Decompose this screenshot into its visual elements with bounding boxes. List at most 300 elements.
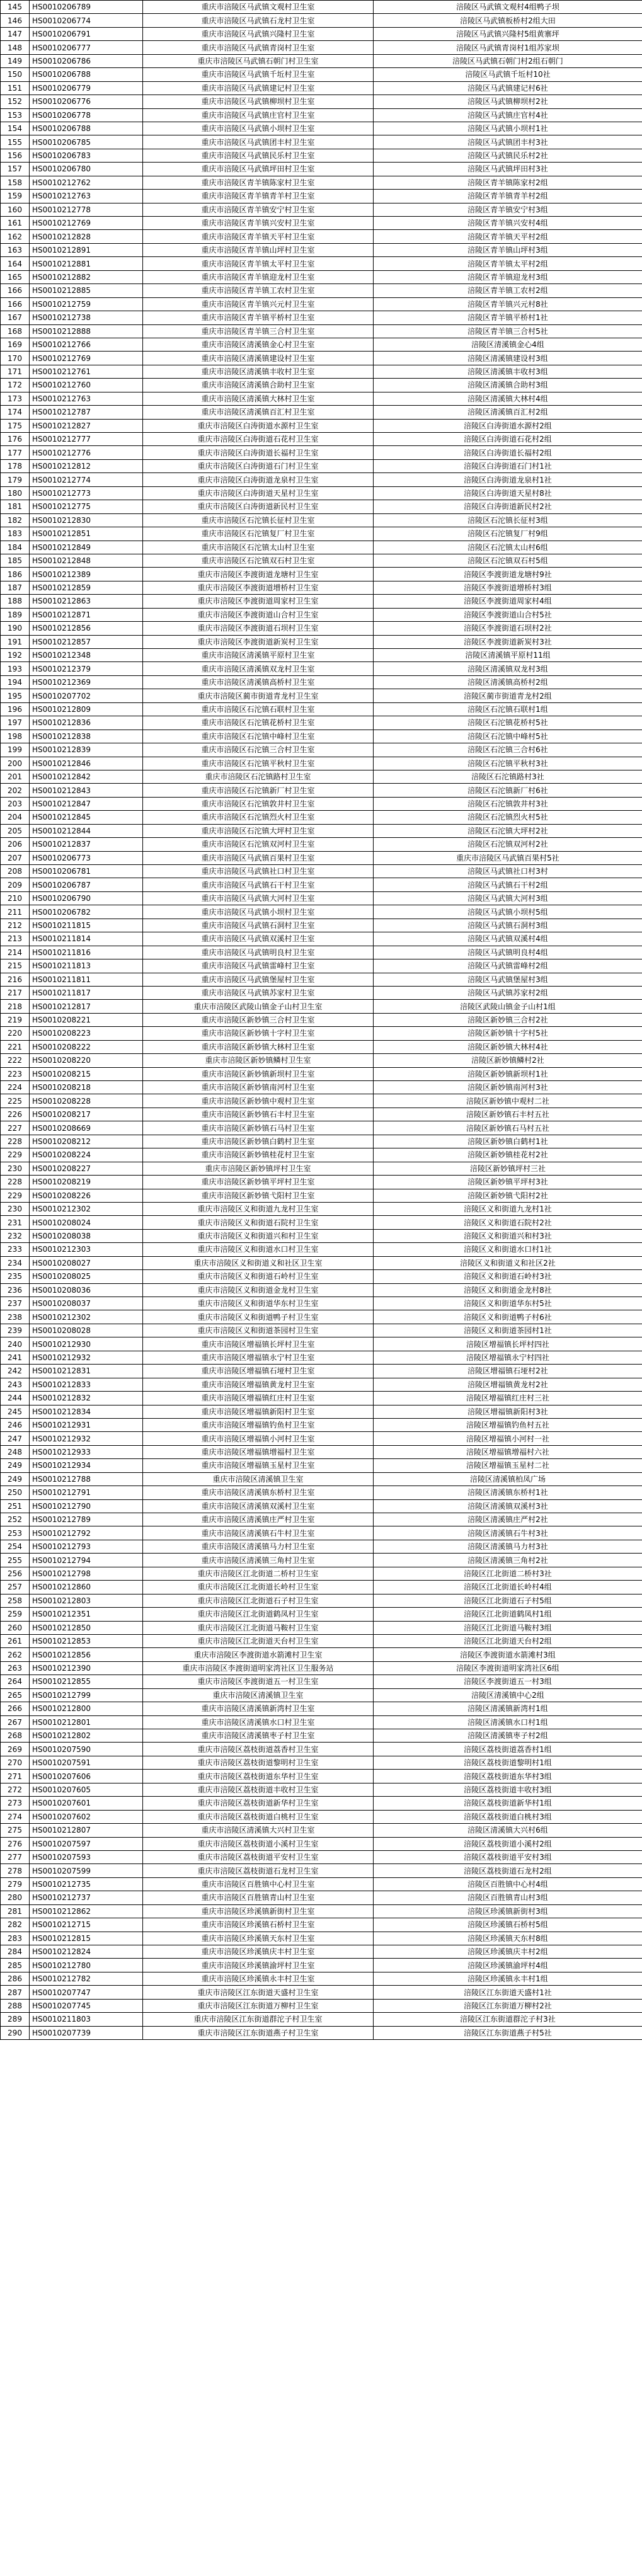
table-row [1,716,642,730]
facility-code: HS0010208226 [30,1189,143,1202]
table-row [1,919,642,932]
facility-address: 涪陵区清溪镇合助村3组 [374,379,642,392]
facility-name: 重庆市涪陵区荔枝街道小溪村卫生室 [143,1837,374,1850]
facility-code: HS0010211817 [30,986,143,999]
facility-code: HS0010212302 [30,1310,143,1324]
facility-name: 重庆市涪陵区清溪镇双龙村卫生室 [143,662,374,675]
facility-code: HS0010212777 [30,433,143,446]
table-row [1,1797,642,1810]
row-number: 153 [1,108,30,122]
facility-address: 涪陵区马武镇社口村3村 [374,865,642,878]
facility-address: 涪陵区清溪镇东桥村1社 [374,1486,642,1499]
facility-address: 涪陵区荔枝街道石龙村2组 [374,1864,642,1877]
facility-name: 重庆市涪陵区清溪镇东桥村卫生室 [143,1486,374,1499]
facility-address: 涪陵区清溪镇马力村3社 [374,1540,642,1553]
table-row [1,365,642,378]
facility-address: 涪陵区马武镇小坝村1社 [374,122,642,135]
facility-address: 涪陵区江北街道长岭村4组 [374,1581,642,1594]
facility-name: 重庆市涪陵区增福镇永宁村卫生室 [143,1351,374,1364]
facility-name: 重庆市涪陵区白涛街道水源村卫生室 [143,419,374,432]
facility-code: HS0010212847 [30,797,143,810]
table-row [1,1581,642,1594]
facility-name: 重庆市涪陵区江北街道天台村卫生室 [143,1634,374,1647]
facility-address: 涪陵区新妙镇鳞村2社 [374,1054,642,1067]
facility-address: 涪陵区石沱镇太山村6组 [374,541,642,554]
row-number: 288 [1,1999,30,2012]
table-row [1,1,642,14]
facility-code: HS0010211803 [30,2013,143,2026]
facility-code: HS0010212859 [30,581,143,594]
row-number: 186 [1,568,30,581]
table-row [1,176,642,189]
facility-name: 重庆市涪陵区马武镇大河村卫生室 [143,891,374,905]
table-row [1,2013,642,2026]
table-row [1,1513,642,1526]
facility-address: 涪陵区白涛街道长福村2组 [374,446,642,459]
row-number: 284 [1,1945,30,1959]
row-number: 145 [1,1,30,14]
facility-address: 涪陵区李渡街道龙塘村9社 [374,568,642,581]
table-row [1,932,642,946]
facility-address: 涪陵区青羊镇陈家村2组 [374,176,642,189]
row-number: 230 [1,1162,30,1175]
row-number: 197 [1,716,30,730]
table-row [1,1688,642,1702]
table-row [1,513,642,527]
facility-address: 涪陵区清溪镇水口村1组 [374,1715,642,1729]
facility-address: 涪陵区增福镇新阳村3社 [374,1405,642,1418]
row-number: 228 [1,1135,30,1148]
facility-address: 涪陵区新妙镇坪村三社 [374,1162,642,1175]
table-row [1,1945,642,1959]
facility-address: 涪陵区清溪镇双溪村3社 [374,1499,642,1513]
facility-code: HS0010212836 [30,716,143,730]
table-row [1,406,642,419]
facility-address: 涪陵区青羊镇迎龙村3组 [374,270,642,283]
row-number: 176 [1,433,30,446]
facility-name: 重庆市涪陵区李渡街道明家湾社区卫生服务站 [143,1661,374,1674]
facility-code: HS0010212881 [30,257,143,270]
row-number: 206 [1,838,30,851]
facility-name: 重庆市涪陵区江北街道长岭村卫生室 [143,1581,374,1594]
table-row [1,1418,642,1431]
facility-code: HS0010206780 [30,163,143,176]
facility-address: 涪陵区清溪镇新湾村1组 [374,1702,642,1715]
table-row [1,1661,642,1674]
facility-address: 涪陵区马武镇石洞村3组 [374,919,642,932]
table-row [1,1486,642,1499]
facility-name: 重庆市涪陵区珍溪镇新街村卫生室 [143,1904,374,1918]
table-row [1,730,642,743]
facility-address: 涪陵区清溪镇金心4组 [374,338,642,351]
facility-name: 重庆市涪陵区马武镇兴隆村卫生室 [143,27,374,40]
facility-code: HS0010212798 [30,1567,143,1580]
facility-name: 重庆市涪陵区石沱镇敦井村卫生室 [143,797,374,810]
facility-name: 重庆市涪陵区荔枝街道东华村卫生室 [143,1770,374,1783]
facility-name: 重庆市涪陵区荔枝街道丰收村卫生室 [143,1783,374,1796]
facility-address: 涪陵区白涛街道石花村2组 [374,433,642,446]
row-number: 167 [1,311,30,324]
table-row [1,1904,642,1918]
facility-name: 重庆市涪陵区青羊镇陈家村卫生室 [143,176,374,189]
facility-code: HS0010208220 [30,1054,143,1067]
facility-address: 涪陵区马武镇千坵村10社 [374,68,642,81]
facility-address: 涪陵区百胜镇青山村3组 [374,1891,642,1904]
facility-address: 涪陵区石沱镇新厂村6社 [374,784,642,797]
facility-code: HS0010211815 [30,919,143,932]
facility-code: HS0010206777 [30,41,143,54]
facility-address: 涪陵区增福镇石垭村2社 [374,1365,642,1378]
facility-name: 重庆市涪陵区义和街道鸭子村卫生室 [143,1310,374,1324]
facility-name: 重庆市涪陵区荔枝街道平安村卫生室 [143,1850,374,1863]
table-row [1,1499,642,1513]
facility-code: HS0010208223 [30,1027,143,1040]
facility-name: 重庆市涪陵区李渡街道水箭滩村卫生室 [143,1648,374,1661]
table-row [1,1743,642,1756]
row-number: 243 [1,1378,30,1391]
facility-code: HS0010207606 [30,1770,143,1783]
facility-name: 重庆市涪陵区百胜镇中心村卫生室 [143,1877,374,1891]
row-number: 160 [1,203,30,216]
facility-code: HS0010208669 [30,1121,143,1135]
facility-code: HS0010212760 [30,379,143,392]
facility-code: HS0010212763 [30,190,143,203]
row-number: 182 [1,513,30,527]
row-number: 278 [1,1864,30,1877]
table-row [1,1270,642,1283]
table-row [1,784,642,797]
facility-name: 重庆市涪陵区蔺市街道青龙村卫生室 [143,689,374,702]
row-number: 287 [1,1986,30,1999]
row-number: 290 [1,2026,30,2039]
facility-name: 重庆市涪陵区增福镇石垭村卫生室 [143,1365,374,1378]
table-row [1,541,642,554]
table-row [1,554,642,567]
facility-name: 重庆市涪陵区增福镇玉星村卫生室 [143,1459,374,1472]
facility-address: 涪陵区清溪镇高桥村2组 [374,675,642,689]
row-number: 240 [1,1337,30,1351]
facility-name: 重庆市涪陵区清溪镇新湾村卫生室 [143,1702,374,1715]
facility-address: 涪陵区清溪镇中心2组 [374,1688,642,1702]
row-number: 171 [1,365,30,378]
row-number: 207 [1,851,30,864]
table-row [1,1283,642,1297]
table-row [1,1621,642,1634]
facility-code: HS0010211811 [30,973,143,986]
table-row [1,149,642,162]
facility-name: 重庆市涪陵区新妙镇石丰村卫生室 [143,1108,374,1121]
row-number: 250 [1,1486,30,1499]
row-number: 249 [1,1472,30,1485]
row-number: 188 [1,595,30,608]
table-row [1,2026,642,2039]
row-number: 226 [1,1108,30,1121]
facility-name: 重庆市涪陵区江北街道鹤凤村卫生室 [143,1608,374,1621]
facility-code: HS0010212782 [30,1972,143,1985]
facility-address: 涪陵区白涛街道石门村1社 [374,459,642,472]
table-row [1,473,642,486]
facility-address: 涪陵区新妙镇白鹤村1社 [374,1135,642,1148]
facility-code: HS0010208228 [30,1094,143,1108]
facility-name: 重庆市涪陵区珍溪镇庆丰村卫生室 [143,1945,374,1959]
facility-code: HS0010207597 [30,1837,143,1850]
facility-name: 重庆市涪陵区新妙镇三合村卫生室 [143,1013,374,1026]
facility-code: HS0010212856 [30,1648,143,1661]
table-row [1,1432,642,1445]
facility-name: 重庆市涪陵区增福镇黄龙村卫生室 [143,1378,374,1391]
row-number: 147 [1,27,30,40]
facility-name: 重庆市涪陵区青羊镇山坪村卫生室 [143,243,374,256]
row-number: 239 [1,1324,30,1337]
row-number: 253 [1,1526,30,1540]
facility-name: 重庆市涪陵区清溪镇百汇村卫生室 [143,406,374,419]
facility-name: 重庆市涪陵区马武镇雷峰村卫生室 [143,959,374,973]
facility-code: HS0010208222 [30,1040,143,1053]
facility-code: HS0010212863 [30,595,143,608]
facility-name: 重庆市涪陵区石沱镇双河村卫生室 [143,838,374,851]
facility-code: HS0010212848 [30,554,143,567]
facility-address: 涪陵区马武镇苏家村2组 [374,986,642,999]
row-number: 187 [1,581,30,594]
facility-code: HS0010206788 [30,68,143,81]
row-number: 238 [1,1310,30,1324]
facility-code: HS0010212809 [30,702,143,716]
facility-address: 涪陵区马武镇板桥村2组大田 [374,14,642,27]
table-row [1,1540,642,1553]
row-number: 285 [1,1959,30,1972]
row-number: 235 [1,1270,30,1283]
facility-address: 涪陵区清溪镇双龙村3组 [374,662,642,675]
facility-name: 重庆市涪陵区石沱镇复厂村卫生室 [143,527,374,541]
row-number: 251 [1,1499,30,1513]
facility-address: 涪陵区义和街道华东村5社 [374,1297,642,1310]
table-row [1,635,642,648]
facility-code: HS0010212934 [30,1459,143,1472]
facility-name: 重庆市涪陵区李渡街道周家村卫生室 [143,595,374,608]
facility-code: HS0010208028 [30,1324,143,1337]
row-number: 211 [1,905,30,919]
facility-address: 涪陵区李渡街道明家湾社区6组 [374,1661,642,1674]
facility-name: 重庆市涪陵区马武镇石洞村卫生室 [143,919,374,932]
facility-address: 涪陵区增福镇长坪村四社 [374,1337,642,1351]
facility-code: HS0010207593 [30,1850,143,1863]
facility-address: 涪陵区清溪镇大兴村6组 [374,1824,642,1837]
row-number: 259 [1,1608,30,1621]
facility-code: HS0010206791 [30,27,143,40]
row-number: 198 [1,730,30,743]
table-row [1,1959,642,1972]
row-number: 209 [1,878,30,891]
row-number: 194 [1,675,30,689]
facility-code: HS0010207599 [30,1864,143,1877]
table-row [1,1148,642,1162]
table-row [1,270,642,283]
row-number: 181 [1,500,30,513]
row-number: 223 [1,1067,30,1080]
facility-address: 涪陵区马武镇柳坝村2社 [374,95,642,108]
facility-code: HS0010212791 [30,1486,143,1499]
facility-address: 涪陵区荔枝街道平安村3组 [374,1850,642,1863]
table-row [1,608,642,621]
row-number: 289 [1,2013,30,2026]
facility-address: 涪陵区马武镇大河村3组 [374,891,642,905]
facility-code: HS0010212787 [30,406,143,419]
table-row [1,1027,642,1040]
facility-code: HS0010212801 [30,1715,143,1729]
table-row [1,1445,642,1458]
facility-address: 涪陵区江北街道二桥村3社 [374,1567,642,1580]
facility-code: HS0010212849 [30,541,143,554]
facility-name: 重庆市涪陵区新妙镇石马村卫生室 [143,1121,374,1135]
facility-code: HS0010207590 [30,1743,143,1756]
row-number: 262 [1,1648,30,1661]
facility-name: 重庆市涪陵区清溪镇卫生室 [143,1472,374,1485]
facility-name: 重庆市涪陵区江东街道燕子村卫生室 [143,2026,374,2039]
facility-address: 涪陵区江东街道群沱子村3社 [374,2013,642,2026]
facility-address: 涪陵区石沱镇烈火村5社 [374,811,642,824]
facility-address: 涪陵区珍溪镇新街村3组 [374,1904,642,1918]
row-number: 166 [1,284,30,297]
row-number: 205 [1,824,30,837]
facility-address: 涪陵区石沱镇中峰村5社 [374,730,642,743]
row-number: 286 [1,1972,30,1985]
facility-code: HS0010208221 [30,1013,143,1026]
facility-code: HS0010212853 [30,1634,143,1647]
row-number: 161 [1,217,30,230]
facility-name: 重庆市涪陵区青羊镇工农村卫生室 [143,284,374,297]
facility-address: 涪陵区马武镇兴隆村5组黄寨坪 [374,27,642,40]
table-row [1,1054,642,1067]
table-row [1,1108,642,1121]
row-number: 212 [1,919,30,932]
facility-name: 重庆市涪陵区石沱镇平秋村卫生室 [143,757,374,770]
facility-code: HS0010206781 [30,865,143,878]
facility-address: 涪陵区白涛街道新民村2社 [374,500,642,513]
facility-address: 涪陵区马武镇建记村6社 [374,81,642,94]
row-number: 241 [1,1351,30,1364]
facility-name: 重庆市涪陵区清溪镇卫生室 [143,1688,374,1702]
row-number: 252 [1,1513,30,1526]
facility-address: 涪陵区义和街道石院村2社 [374,1216,642,1229]
facility-address: 涪陵区石沱镇长征村3组 [374,513,642,527]
facility-code: HS0010212348 [30,649,143,662]
facility-address: 涪陵区马武镇石朝门村2组石朝门 [374,54,642,67]
row-number: 180 [1,486,30,500]
facility-name: 重庆市涪陵区新妙镇弋阳村卫生室 [143,1189,374,1202]
table-row [1,1837,642,1850]
row-number: 208 [1,865,30,878]
facility-name: 重庆市涪陵区珍溪镇石桥村卫生室 [143,1918,374,1932]
table-row [1,1256,642,1269]
row-number: 247 [1,1432,30,1445]
table-row [1,770,642,783]
facility-code: HS0010212844 [30,824,143,837]
facility-name: 重庆市涪陵区白涛街道龙泉村卫生室 [143,473,374,486]
row-number: 266 [1,1702,30,1715]
facility-code: HS0010206773 [30,851,143,864]
row-number: 215 [1,959,30,973]
facility-address: 涪陵区清溪镇大林村4组 [374,392,642,405]
table-row [1,459,642,472]
table-row [1,1472,642,1485]
facility-address: 重庆市涪陵区马武镇百果村5社 [374,851,642,864]
row-number: 234 [1,1256,30,1269]
facility-code: HS0010212832 [30,1392,143,1405]
row-number: 230 [1,1202,30,1215]
row-number: 254 [1,1540,30,1553]
facility-code: HS0010208024 [30,1216,143,1229]
row-number: 201 [1,770,30,783]
facility-address: 涪陵区义和街道兴和村3社 [374,1229,642,1242]
facility-code: HS0010212888 [30,324,143,338]
facility-name: 重庆市涪陵区白涛街道长福村卫生室 [143,446,374,459]
table-row [1,1770,642,1783]
facility-name: 重庆市涪陵区马武镇小坝村卫生室 [143,122,374,135]
table-row [1,1229,642,1242]
facility-name: 重庆市涪陵区白涛街道石门村卫生室 [143,459,374,472]
facility-code: HS0010206785 [30,135,143,149]
facility-code: HS0010206790 [30,891,143,905]
facility-code: HS0010212803 [30,1594,143,1607]
facility-code: HS0010212761 [30,365,143,378]
facility-address: 涪陵区江东街道燕子村5社 [374,2026,642,2039]
table-row [1,1162,642,1175]
row-number: 261 [1,1634,30,1647]
facility-code: HS0010212843 [30,784,143,797]
row-number: 246 [1,1418,30,1431]
facility-code: HS0010212390 [30,1661,143,1674]
facility-address: 涪陵区石沱镇花桥村5社 [374,716,642,730]
facility-name: 重庆市涪陵区百胜镇青山村卫生室 [143,1891,374,1904]
facility-code: HS0010212766 [30,338,143,351]
facility-code: HS0010212830 [30,513,143,527]
table-row [1,757,642,770]
facility-name: 重庆市涪陵区珍溪镇永丰村卫生室 [143,1972,374,1985]
facility-address: 涪陵区荔枝街道白桃村3组 [374,1810,642,1823]
facility-name: 重庆市涪陵区李渡街道山合村卫生室 [143,608,374,621]
table-row [1,1608,642,1621]
facility-address: 涪陵区白涛街道天星村8社 [374,486,642,500]
facility-code: HS0010212860 [30,1581,143,1594]
facility-code: HS0010208212 [30,1135,143,1148]
row-number: 217 [1,986,30,999]
row-number: 236 [1,1283,30,1297]
row-number: 242 [1,1365,30,1378]
facility-address: 涪陵区新妙镇十字村5社 [374,1027,642,1040]
facility-code: HS0010212812 [30,459,143,472]
table-row [1,230,642,243]
facility-code: HS0010212790 [30,1499,143,1513]
table-row [1,419,642,432]
table-row [1,135,642,149]
facility-address: 涪陵区青羊镇兴安村4组 [374,217,642,230]
facility-address: 涪陵区马武镇文观村4组鸭子坝 [374,1,642,14]
facility-address: 涪陵区义和街道鸭子村6社 [374,1310,642,1324]
facility-code: HS0010206779 [30,81,143,94]
facility-address: 涪陵区清溪镇百汇村2组 [374,406,642,419]
row-number: 279 [1,1877,30,1891]
facility-name: 重庆市涪陵区青羊镇安宁村卫生室 [143,203,374,216]
facility-code: HS0010208036 [30,1283,143,1297]
row-number: 177 [1,446,30,459]
facility-address: 涪陵区清溪镇三角村2社 [374,1554,642,1567]
table-row [1,392,642,405]
row-number: 204 [1,811,30,824]
facility-name: 重庆市涪陵区石沱镇烈火村卫生室 [143,811,374,824]
table-row [1,959,642,973]
facility-name: 重庆市涪陵区珍溪镇渝坪村卫生室 [143,1959,374,1972]
facility-code: HS0010207602 [30,1810,143,1823]
